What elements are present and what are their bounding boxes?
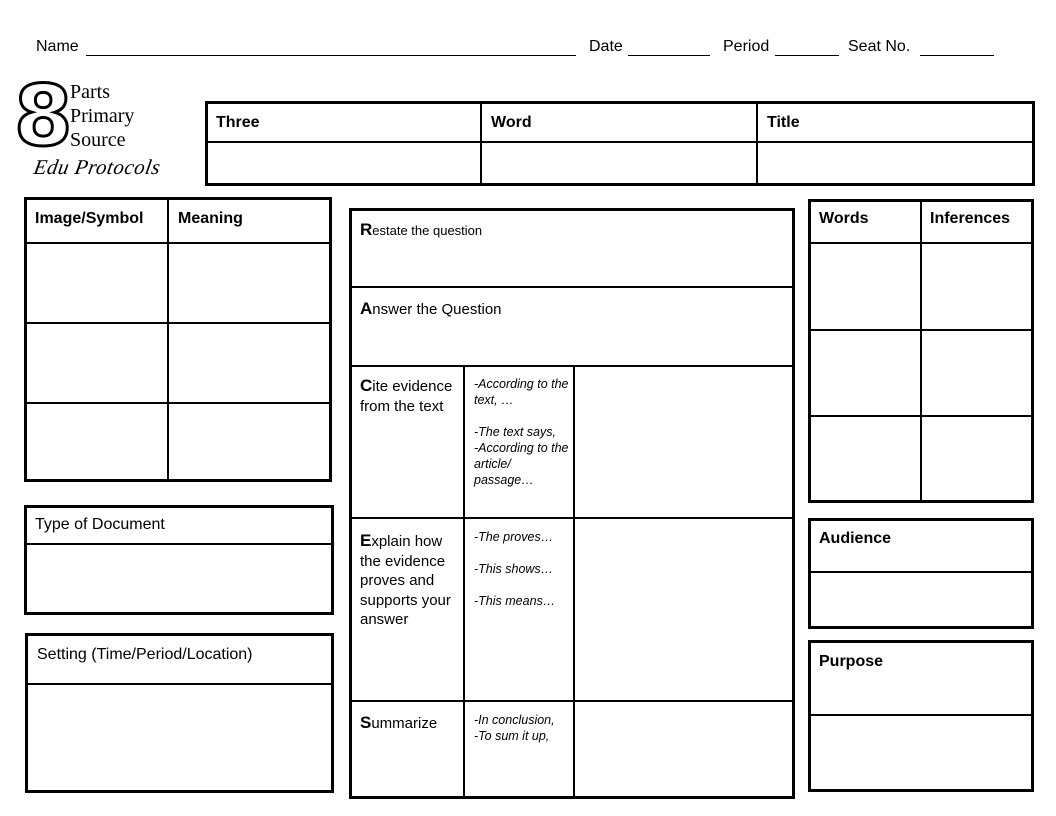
explain-stem-2: -This shows…	[474, 562, 554, 576]
cite-initial: C	[360, 376, 373, 395]
restate-answer-area[interactable]	[353, 246, 791, 284]
explain-text: xplain how the evidence proves and supports your answer	[360, 533, 451, 628]
logo-line-primary: Primary	[70, 105, 135, 127]
word-cell-1[interactable]	[811, 245, 919, 328]
summarize-area[interactable]	[577, 703, 791, 796]
cite-stems	[474, 376, 570, 488]
races-row-line-2	[349, 365, 795, 367]
words-header: Words	[819, 210, 869, 227]
image-cell-3[interactable]	[27, 405, 166, 479]
image-table-row-line-2	[24, 322, 332, 324]
logo-text	[70, 80, 134, 152]
meaning-cell-2[interactable]	[170, 325, 329, 401]
races-row-line-1	[349, 286, 795, 288]
explain-area[interactable]	[577, 520, 791, 698]
races-col-line-1	[463, 365, 465, 799]
word-cell-2[interactable]	[811, 332, 919, 414]
summarize-initial: S	[360, 713, 372, 732]
cite-evidence-area[interactable]	[577, 368, 791, 515]
cite-label	[360, 376, 458, 416]
explain-stem-spacer-2	[474, 577, 570, 593]
date-field[interactable]	[628, 55, 710, 56]
type-doc-row-line	[24, 543, 334, 545]
image-table-row-line-3	[24, 402, 332, 404]
races-row-line-4	[349, 700, 795, 702]
logo-line-parts: Parts	[70, 81, 110, 103]
logo-subtitle: Edu Protocols	[31, 155, 163, 179]
audience-cell[interactable]	[811, 575, 1031, 626]
type-of-document-cell[interactable]	[27, 547, 331, 612]
title-col-word: Word	[491, 114, 532, 131]
period-field[interactable]	[775, 55, 839, 56]
cite-stem-1: -According to the text, …	[474, 377, 569, 407]
inferences-header: Inferences	[930, 210, 1011, 227]
words-table-col-line	[920, 199, 922, 503]
title-table-col-line-1	[480, 101, 482, 186]
logo-line-source: Source	[70, 129, 126, 151]
inference-cell-3[interactable]	[923, 418, 1031, 500]
name-field[interactable]	[86, 55, 576, 56]
cite-stem-2: -The text says,	[474, 425, 556, 439]
meaning-header: Meaning	[178, 210, 243, 227]
image-symbol-header: Image/Symbol	[35, 210, 144, 227]
answer-text: nswer the Question	[372, 301, 502, 318]
seat-field[interactable]	[920, 55, 994, 56]
restate-label	[360, 220, 482, 240]
cite-stem-3: -According to the article/ passage…	[474, 441, 569, 487]
image-cell-1[interactable]	[27, 245, 166, 321]
type-of-document-label: Type of Document	[35, 516, 165, 533]
period-label: Period	[723, 38, 770, 55]
purpose-label: Purpose	[819, 653, 884, 670]
audience-label: Audience	[819, 530, 892, 547]
answer-initial: A	[360, 299, 373, 318]
meaning-cell-3[interactable]	[170, 405, 329, 479]
title-col-title: Title	[767, 114, 800, 131]
title-word-3-cell[interactable]	[760, 144, 1032, 183]
explain-label	[360, 531, 460, 630]
summarize-stem-1: -In conclusion,	[474, 713, 555, 727]
restate-text: estate the question	[372, 223, 483, 238]
meaning-cell-1[interactable]	[170, 245, 329, 321]
summarize-stems	[474, 712, 570, 744]
summarize-stem-2: -To sum it up,	[474, 729, 550, 743]
title-word-2-cell[interactable]	[484, 144, 755, 183]
audience-row-line	[808, 571, 1034, 573]
races-col-line-2	[573, 365, 575, 799]
image-table-col-line	[167, 197, 169, 482]
purpose-row-line	[808, 714, 1034, 716]
answer-area[interactable]	[353, 324, 791, 363]
inference-cell-1[interactable]	[923, 245, 1031, 328]
cite-text: ite evidence from the text	[360, 378, 453, 415]
date-label: Date	[589, 38, 623, 55]
title-col-three: Three	[216, 114, 260, 131]
image-cell-2[interactable]	[27, 325, 166, 401]
purpose-cell[interactable]	[811, 718, 1031, 789]
restate-initial: R	[360, 220, 373, 239]
word-cell-3[interactable]	[811, 418, 919, 500]
image-table-row-line-1	[24, 242, 332, 244]
explain-stem-1: -The proves…	[474, 530, 554, 544]
title-table-row-line	[205, 141, 1035, 143]
name-label: Name	[36, 38, 79, 55]
setting-row-line	[25, 683, 334, 685]
cite-stem-spacer	[474, 408, 570, 424]
logo-eight-icon: 8	[14, 67, 73, 165]
inference-cell-2[interactable]	[923, 332, 1031, 414]
explain-stem-spacer-1	[474, 545, 570, 561]
answer-label	[360, 299, 502, 319]
summarize-label	[360, 713, 460, 734]
explain-stems	[474, 529, 570, 609]
setting-label: Setting (Time/Period/Location)	[37, 646, 253, 663]
explain-stem-3: -This means…	[474, 594, 556, 608]
seat-label: Seat No.	[848, 38, 911, 55]
explain-initial: E	[360, 531, 372, 550]
summarize-text: ummarize	[371, 715, 438, 732]
title-table-col-line-2	[756, 101, 758, 186]
title-word-1-cell[interactable]	[208, 144, 479, 183]
setting-cell[interactable]	[28, 687, 331, 790]
races-row-line-3	[349, 517, 795, 519]
